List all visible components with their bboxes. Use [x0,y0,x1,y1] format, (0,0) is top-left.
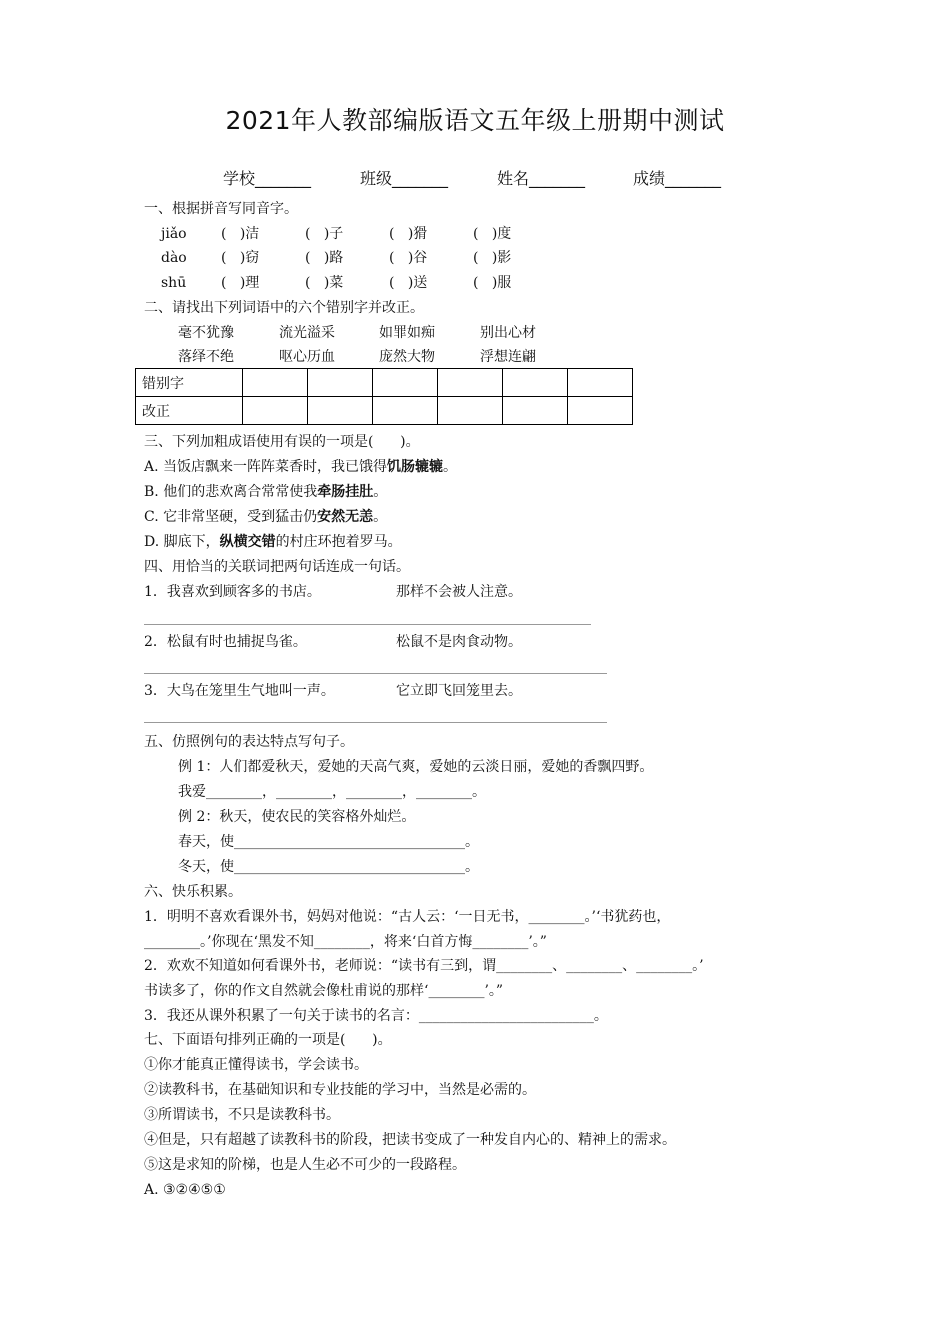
answer-cell[interactable] [373,397,438,425]
typo-correction-table [135,368,633,425]
score-field: 成绩_______ [633,169,722,188]
homophone-blank: ( )送 [389,275,428,291]
answer-line[interactable] [144,722,607,723]
example-2: 例 2：秋天，使农民的笑容格外灿烂。 [178,809,416,825]
list-item: ④但是，只有超越了读教科书的阶段，把读书变成了一种发自内心的、精神上的需求。 [144,1132,676,1148]
option-text: 。 [443,459,458,475]
word-item: 毫不犹豫 [178,325,234,341]
sentence-b: 那样不会被人注意。 [396,584,522,600]
homophone-blank: ( )服 [473,275,512,291]
answer-cell[interactable] [373,369,438,397]
answer-cell[interactable] [243,369,308,397]
typo-row-label: 错别字 [136,369,243,397]
section-2-heading: 二、请找出下列词语中的六个错别字并改正。 [144,300,424,316]
example-1-fill: 我爱________，________，________，________。 [178,784,486,800]
bold-idiom: 纵横交错 [219,534,276,550]
option-text: C. 它非常坚硬，受到猛击仍 [144,509,318,525]
option-d [144,533,402,551]
school-field: 学校_______ [223,169,312,188]
answer-cell[interactable] [568,369,633,397]
option-text: 的村庄环抱着罗马。 [275,534,402,550]
answer-cell[interactable] [308,369,373,397]
list-item: ③所谓读书，不只是读教科书。 [144,1107,340,1123]
list-item: ①你才能真正懂得读书，学会读书。 [144,1057,368,1073]
option-text: D. 脚底下， [144,534,220,550]
option-a [144,458,457,476]
q1-line-2: ________。’你现在‘黑发不知________，将来‘白首方悔________’。” [144,934,547,950]
bold-idiom: 牵肠挂肚 [317,484,374,500]
sentence-a: 2．松鼠有时也捕捉鸟雀。 [144,634,307,650]
homophone-blank: ( )菜 [305,275,344,291]
option-b [144,483,387,501]
section-5-heading: 五、仿照例句的表达特点写句子。 [144,734,354,750]
pinyin-label: jiǎo [161,226,187,242]
class-field: 班级_______ [360,169,449,188]
homophone-blank: ( )猾 [389,226,428,242]
q3-line: 3．我还从课外积累了一句关于读书的名言：_________________________。 [144,1008,608,1024]
section-7-heading: 七、下面语句排列正确的一项是( )。 [144,1032,392,1048]
answer-cell[interactable] [568,397,633,425]
bold-idiom: 饥肠辘辘 [387,459,444,475]
word-item: 别出心材 [480,325,536,341]
answer-cell[interactable] [243,397,308,425]
word-item: 落绎不绝 [178,349,234,365]
word-item: 庞然大物 [379,349,435,365]
student-info-row [0,166,950,190]
word-item: 如罪如痴 [379,325,435,341]
answer-line[interactable] [144,624,591,625]
q2-line-1: 2．欢欢不知道如何看课外书，老师说：“读书有三到，谓________、________、________。’ [144,958,704,974]
word-item: 流光溢采 [279,325,335,341]
answer-cell[interactable] [308,397,373,425]
option-text: A. 当饭店飘来一阵阵菜香时，我已饿得 [144,459,388,475]
homophone-blank: ( )度 [473,226,512,242]
answer-cell[interactable] [438,397,503,425]
pinyin-label: dào [161,250,187,266]
sentence-b: 它立即飞回笼里去。 [396,683,522,699]
sentence-a: 1．我喜欢到顾客多的书店。 [144,584,321,600]
sentence-b: 松鼠不是肉食动物。 [396,634,522,650]
list-item: ⑤这是求知的阶梯，也是人生必不可少的一段路程。 [144,1157,466,1173]
page-title: 2021年人教部编版语文五年级上册期中测试 [225,106,725,135]
answer-cell[interactable] [438,369,503,397]
q2-line-2: 书读多了，你的作文自然就会像杜甫说的那样‘________’。” [144,983,504,999]
word-item: 呕心历血 [279,349,335,365]
section-4-heading: 四、用恰当的关联词把两句话连成一句话。 [144,559,410,575]
name-field: 姓名_______ [497,169,586,188]
sentence-a: 3．大鸟在笼里生气地叫一声。 [144,683,335,699]
bold-idiom: 安然无恙 [317,509,374,525]
option-text: B. 他们的悲欢离合常常使我 [144,484,318,500]
pinyin-label: shū [161,275,187,291]
homophone-blank: ( )子 [305,226,344,242]
homophone-blank: ( )洁 [221,226,260,242]
table-row [136,397,633,425]
option-text: 。 [373,484,388,500]
homophone-blank: ( )路 [305,250,344,266]
answer-cell[interactable] [503,369,568,397]
word-item: 浮想连翩 [480,349,536,365]
option-c [144,508,387,526]
correction-row-label: 改正 [136,397,243,425]
q1-line-1: 1．明明不喜欢看课外书，妈妈对他说：“古人云：‘一日无书，________。’‘书犹药也， [144,909,671,925]
section-1-heading: 一、根据拼音写同音字。 [144,201,298,217]
table-row [136,369,633,397]
homophone-blank: ( )窃 [221,250,260,266]
homophone-blank: ( )理 [221,275,260,291]
section-3-heading: 三、下列加粗成语使用有误的一项是( )。 [144,434,420,450]
homophone-blank: ( )影 [473,250,512,266]
homophone-blank: ( )谷 [389,250,428,266]
answer-line[interactable] [144,673,607,674]
list-item: ②读教科书，在基础知识和专业技能的学习中，当然是必需的。 [144,1082,536,1098]
option-text: 。 [373,509,388,525]
section-6-heading: 六、快乐积累。 [144,884,242,900]
option-a: A. ③②④⑤① [144,1182,226,1198]
winter-fill: 冬天，使_________________________________。 [178,859,479,875]
example-1: 例 1：人们都爱秋天，爱她的天高气爽，爱她的云淡日丽，爱她的香飘四野。 [178,759,654,775]
spring-fill: 春天，使_________________________________。 [178,834,479,850]
answer-cell[interactable] [503,397,568,425]
